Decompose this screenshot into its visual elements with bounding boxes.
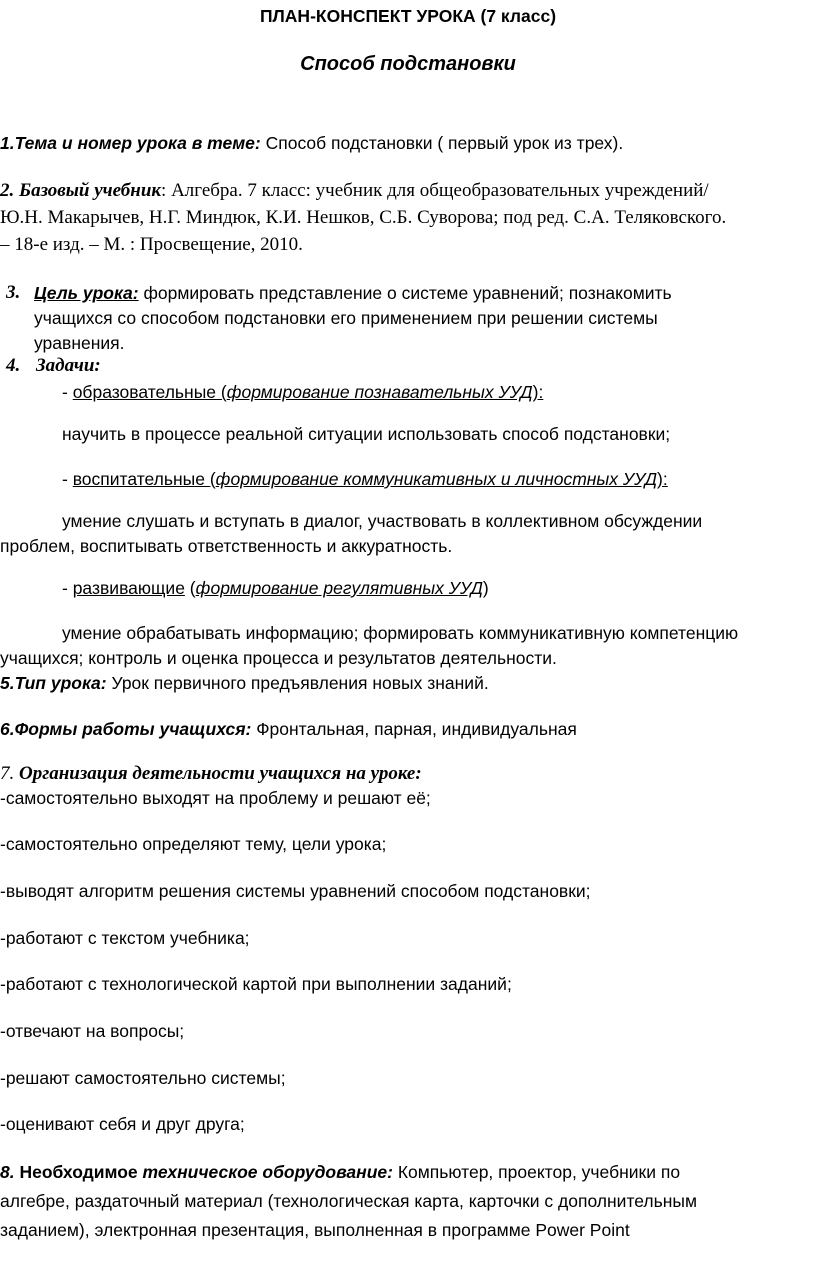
section-4-number: 4. <box>6 355 21 376</box>
activity-item: -работают с технологической картой при выполнении заданий; <box>0 974 512 994</box>
task-paren-open: ( <box>209 469 216 489</box>
activity-item: -работают с текстом учебника; <box>0 928 250 948</box>
section-3-line-2: учащихся со способом подстановки его применением при решении системы <box>34 308 658 328</box>
task-educational-name: образовательные <box>72 382 217 402</box>
activity-item: -самостоятельно определяют тему, цели урока; <box>0 834 387 854</box>
activity-item: -выводят алгоритм решения системы уравнений способом подстановки; <box>0 881 591 901</box>
task-developing-text-2: учащихся; контроль и оценка процесса и результатов деятельности. <box>0 648 557 668</box>
section-8-text: Компьютер, проектор, учебники по <box>392 1162 681 1182</box>
section-4-label: Задачи: <box>36 355 101 376</box>
page-title: ПЛАН-КОНСПЕКТ УРОКА (7 класс) <box>259 6 557 26</box>
activity-item: -решают самостоятельно системы; <box>0 1068 286 1088</box>
activity-item: -самостоятельно выходят на проблему и решают её; <box>0 788 431 808</box>
task-upbringing-type: формирование коммуникативных и личностных УУД <box>215 469 658 489</box>
section-5-label: 5.Тип урока: <box>0 673 107 693</box>
task-developing-type: формирование регулятивных УУД <box>195 578 483 598</box>
section-5-lesson-type <box>0 671 489 695</box>
section-8-label-bold: Необходимое <box>14 1162 143 1182</box>
task-upbringing-name: воспитательные <box>72 469 210 489</box>
section-6-text: Фронтальная, парная, индивидуальная <box>251 719 577 739</box>
section-7-heading <box>0 762 422 786</box>
task-paren-close: ) <box>482 578 489 598</box>
section-1-text: Способ подстановки ( первый урок из трех). <box>260 133 624 153</box>
activity-item: -отвечают на вопросы; <box>0 1021 185 1041</box>
section-1-label: 1.Тема и номер урока в теме: <box>0 133 261 153</box>
section-7-number: 7. <box>0 763 15 784</box>
page-subtitle: Способ подстановки <box>300 53 516 75</box>
task-upbringing-heading <box>62 467 668 491</box>
section-8-line-3: заданием), электронная презентация, выполненная в программе Power Point <box>0 1220 630 1240</box>
section-3-text: формировать представление о системе уравнений; познакомить <box>138 283 672 303</box>
section-8-line-2: алгебре, раздаточный материал (технологическая карта, карточки с дополнительным <box>0 1191 698 1211</box>
task-educational-heading <box>62 380 543 404</box>
section-5-text: Урок первичного предъявления новых знаний. <box>106 673 489 693</box>
activity-item: -оценивают себя и друг друга; <box>0 1114 245 1134</box>
section-6-work-forms <box>0 717 577 741</box>
section-2-line-1 <box>0 179 709 203</box>
section-2-text: : Алгебра. 7 класс: учебник для общеобразовательных учреждений/ <box>161 180 709 201</box>
task-paren-open: ( <box>216 382 227 402</box>
section-6-label: 6.Формы работы учащихся: <box>0 719 252 739</box>
task-dash: - <box>62 578 73 598</box>
section-2-line-3: – 18-е изд. – М. : Просвещение, 2010. <box>0 234 303 255</box>
task-educational-text: научить в процессе реальной ситуации использовать способ подстановки; <box>62 424 671 444</box>
section-3-line-1 <box>34 281 672 305</box>
task-upbringing-text-1: умение слушать и вступать в диалог, участвовать в коллективном обсуждении <box>62 511 703 531</box>
task-dash: - <box>62 469 73 489</box>
section-8-number: 8. <box>0 1162 15 1182</box>
task-upbringing-text-2: проблем, воспитывать ответственность и аккуратность. <box>0 536 453 556</box>
task-paren-open: ( <box>184 578 196 598</box>
section-3-label: Цель урока: <box>34 283 139 303</box>
task-developing-name: развивающие <box>72 578 185 598</box>
task-paren-close: ): <box>657 469 668 489</box>
task-developing-text-1: умение обрабатывать информацию; формировать коммуникативную компетенцию <box>62 623 739 643</box>
task-dash: - <box>62 382 73 402</box>
section-1-topic <box>0 131 623 155</box>
task-developing-heading <box>62 576 489 600</box>
section-2-line-2: Ю.Н. Макарычев, Н.Г. Миндюк, К.И. Нешков, С.Б. Суворова; под ред. С.А. Теляковского. <box>0 207 727 228</box>
section-3-number: 3. <box>6 282 21 303</box>
section-2-label: 2. Базовый учебник <box>0 180 162 201</box>
section-3-line-3: уравнения. <box>34 333 125 353</box>
section-8-label-italic: техническое оборудование: <box>142 1162 393 1182</box>
section-7-label: Организация деятельности учащихся на уроке: <box>14 763 422 784</box>
task-paren-close: ): <box>532 382 544 402</box>
section-8-line-1 <box>0 1160 680 1184</box>
task-educational-type: формирование познавательных УУД <box>226 382 533 402</box>
